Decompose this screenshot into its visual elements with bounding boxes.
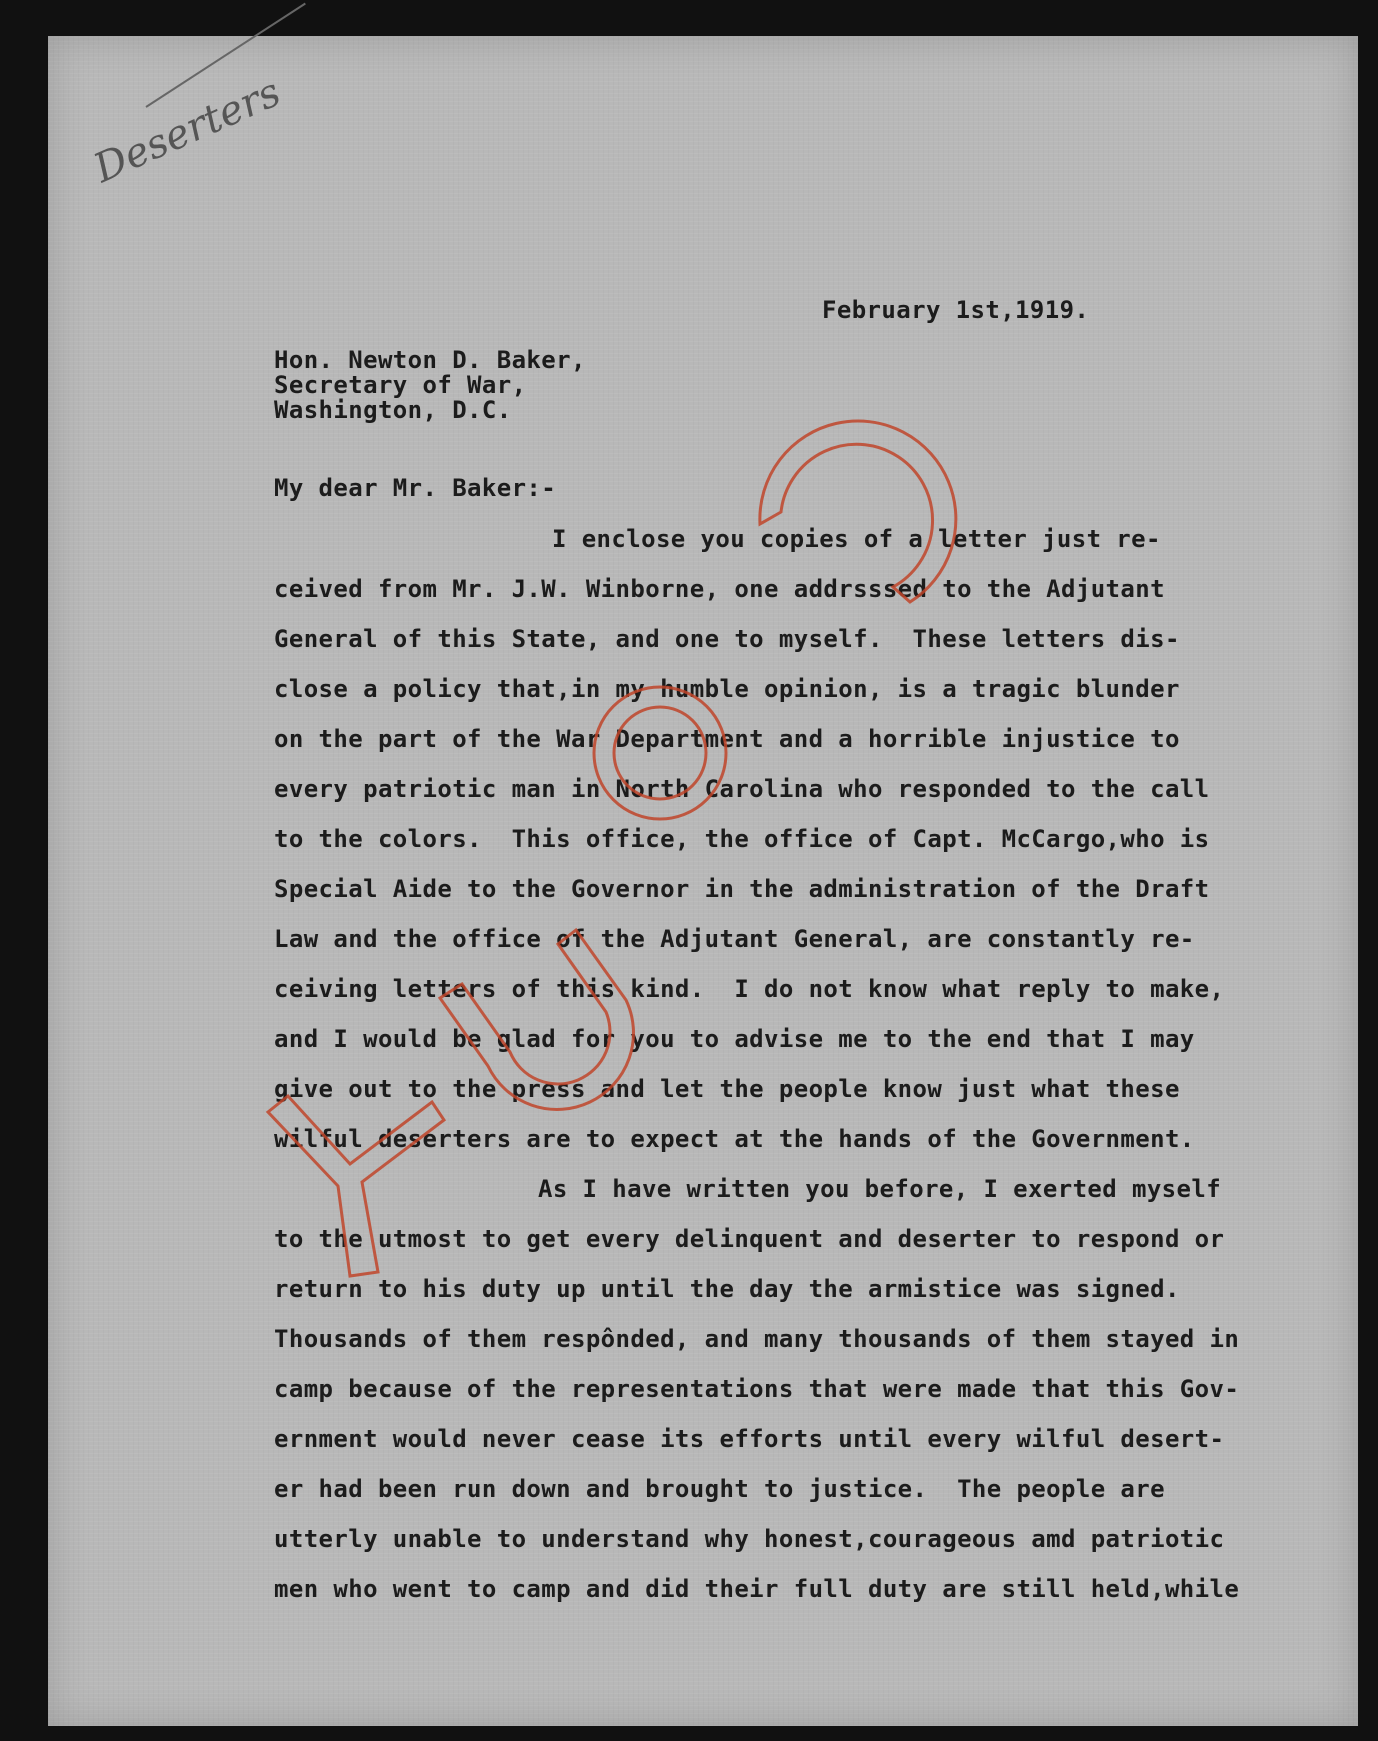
text-line: Thousands of them respônded, and many thousands of them stayed in [274,1325,1240,1353]
text-line: I enclose you copies of a letter just re- [552,525,1161,553]
addressee-line: Secretary of War, [274,371,527,399]
text-line: ernment would never cease its efforts until every wilful desert- [274,1425,1225,1453]
text-line: on the part of the War Department and a horrible injustice to [274,725,1180,753]
text-line: utterly unable to understand why honest,courageous amd patriotic [274,1525,1225,1553]
text-line: and I would be glad for you to advise me to the end that I may [274,1025,1195,1053]
text-line: return to his duty up until the day the armistice was signed. [274,1275,1180,1303]
text-line: As I have written you before, I exerted myself [538,1175,1222,1203]
text-line: ceived from Mr. J.W. Winborne, one addrsssed to the Adjutant [274,575,1165,603]
salutation: My dear Mr. Baker:- [274,474,557,502]
text-line: men who went to camp and did their full duty are still held,while [274,1575,1240,1603]
text-line: Law and the office of the Adjutant General, are constantly re- [274,925,1195,953]
handwritten-note: Deserters [87,69,288,192]
text-line: General of this State, and one to myself. These letters dis- [274,625,1180,653]
addressee-line: Washington, D.C. [274,396,512,424]
text-line: every patriotic man in North Carolina who responded to the call [274,775,1210,803]
addressee-line: Hon. Newton D. Baker, [274,346,586,374]
text-line: Special Aide to the Governor in the administration of the Draft [274,875,1210,903]
document-page [48,36,1358,1726]
text-line: close a policy that,in my humble opinion, is a tragic blunder [274,675,1180,703]
text-line: er had been run down and brought to justice. The people are [274,1475,1165,1503]
text-line: to the utmost to get every delinquent and deserter to respond or [274,1225,1225,1253]
text-line: to the colors. This office, the office of Capt. McCargo,who is [274,825,1210,853]
text-line: wilful deserters are to expect at the hands of the Government. [274,1125,1195,1153]
letter-date: February 1st,1919. [822,296,1090,324]
text-line: camp because of the representations that were made that this Gov- [274,1375,1240,1403]
text-line: ceiving letters of this kind. I do not know what reply to make, [274,975,1225,1003]
text-line: give out to the press and let the people know just what these [274,1075,1180,1103]
